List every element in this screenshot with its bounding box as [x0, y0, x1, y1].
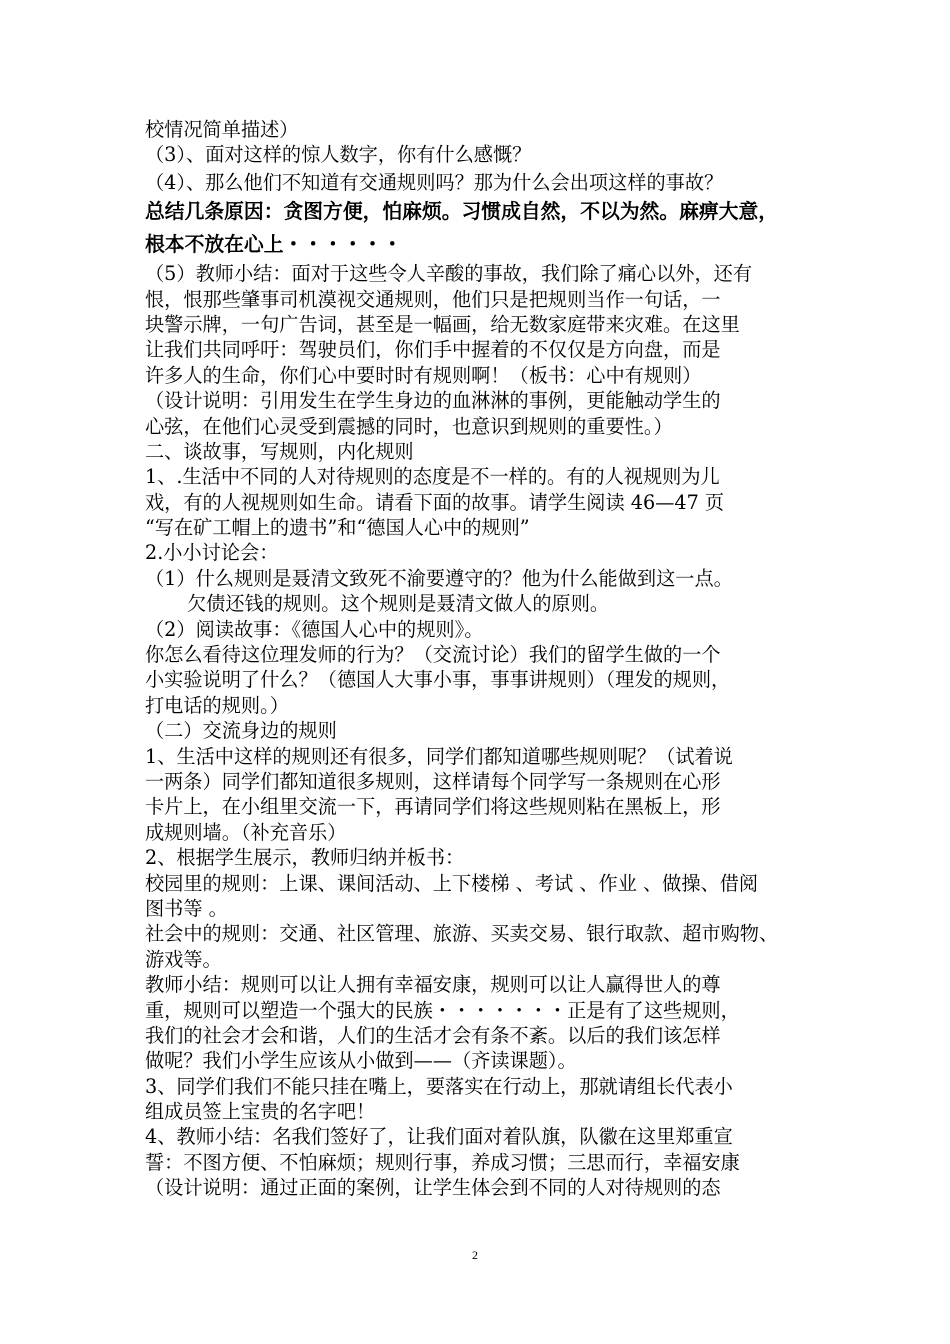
text-line: （4）、那么他们不知道有交通规则吗？那为什么会出项这样的事故？ — [145, 170, 724, 194]
page-number: 2 — [472, 1248, 478, 1262]
text-line: （1）什么规则是聂清文致死不渝要遵守的？他为什么能做到这一点。 — [145, 566, 733, 590]
text-line: 让我们共同呼吁：驾驶员们，你们手中握着的不仅仅是方向盘，而是 — [145, 338, 721, 362]
text-line: （3）、面对这样的惊人数字，你有什么感慨？ — [145, 143, 532, 167]
text-line: 游戏等。 — [145, 947, 222, 971]
text-line: 组成员签上宝贵的名字吧！ — [145, 1100, 376, 1124]
text-line: 校园里的规则：上课、课间活动、上下楼梯 、考试 、作业 、做操、借阅 — [145, 871, 759, 895]
text-line: 心弦，在他们心灵受到震撼的同时，也意识到规则的重要性。） — [145, 414, 673, 438]
text-line: 卡片上，在小组里交流一下，再请同学们将这些规则粘在黑板上，形 — [145, 795, 721, 819]
text-line: （设计说明：引用发生在学生身边的血淋淋的事例，更能触动学生的 — [145, 389, 721, 413]
text-line: 1、生活中这样的规则还有很多，同学们都知道哪些规则呢？（试着说 — [145, 744, 733, 768]
section-heading: （二）交流身边的规则 — [145, 719, 337, 743]
text-line: 教师小结：规则可以让人拥有幸福安康，规则可以让人赢得世人的尊 — [145, 973, 721, 997]
text-line: 成规则墙。（补充音乐） — [145, 820, 347, 844]
text-line: 做呢？我们小学生应该从小做到——（齐读课题）。 — [145, 1049, 577, 1073]
text-line: 社会中的规则：交通、社区管理、旅游、买卖交易、银行取款、超市购物、 — [145, 922, 779, 946]
text-line: 恨，恨那些肇事司机漠视交通规则，他们只是把规则当作一句话，一 — [145, 287, 721, 311]
text-line: （2）阅读故事：《德国人心中的规则》。 — [145, 617, 484, 641]
bold-summary-line: 根本不放在心上・・・・・・ — [145, 233, 403, 257]
bold-summary-line: 总结几条原因：贪图方便，怕麻烦。习惯成自然，不以为然。麻痹大意， — [145, 200, 779, 224]
text-line: 块警示牌，一句广告词，甚至是一幅画，给无数家庭带来灾难。在这里 — [145, 312, 740, 336]
text-line: 许多人的生命，你们心中要时时有规则啊！（板书：心中有规则） — [145, 363, 702, 387]
text-line: 誓：不图方便、不怕麻烦；规则行事，养成习惯；三思而行，幸福安康 — [145, 1150, 740, 1174]
text-line: 图书等 。 — [145, 896, 228, 920]
text-line: 我们的社会才会和谐，人们的生活才会有条不紊。以后的我们该怎样 — [145, 1023, 721, 1047]
text-line: 4、教师小结：名我们签好了，让我们面对着队旗，队徽在这里郑重宣 — [145, 1125, 733, 1149]
text-line: 重，规则可以塑造一个强大的民族・・・・・・・正是有了这些规则， — [145, 998, 740, 1022]
text-line: （5）教师小结：面对于这些令人辛酸的事故，我们除了痛心以外，还有 — [145, 262, 753, 286]
text-line: （设计说明：通过正面的案例，让学生体会到不同的人对待规则的态 — [145, 1176, 721, 1200]
text-line: 你怎么看待这位理发师的行为？（交流讨论）我们的留学生做的一个 — [145, 643, 721, 667]
text-line: 一两条）同学们都知道很多规则，这样请每个同学写一条规则在心形 — [145, 769, 721, 793]
text-line: 校情况简单描述） — [145, 118, 299, 141]
text-line: 3、同学们我们不能只挂在嘴上，要落实在行动上，那就请组长代表小 — [145, 1074, 733, 1098]
section-heading: 二、谈故事，写规则，内化规则 — [145, 439, 414, 463]
text-line: 2.小小讨论会： — [145, 541, 279, 565]
indented-answer-line: 欠债还钱的规则。这个规则是聂清文做人的原则。 — [187, 592, 610, 616]
text-line: 戏，有的人视规则如生命。请看下面的故事。请学生阅读 46—47 页 — [145, 490, 725, 514]
text-line: 1、.生活中不同的人对待规则的态度是不一样的。有的人视规则为儿 — [145, 465, 720, 489]
text-line: “写在矿工帽上的遗书”和“德国人心中的规则” — [145, 516, 530, 540]
text-line: 2、根据学生展示，教师归纳并板书： — [145, 846, 465, 870]
page-body-text — [145, 117, 815, 1201]
text-line: 小实验说明了什么？（德国人大事小事，事事讲规则）（理发的规则， — [145, 668, 731, 692]
text-line: 打电话的规则。） — [145, 693, 289, 717]
